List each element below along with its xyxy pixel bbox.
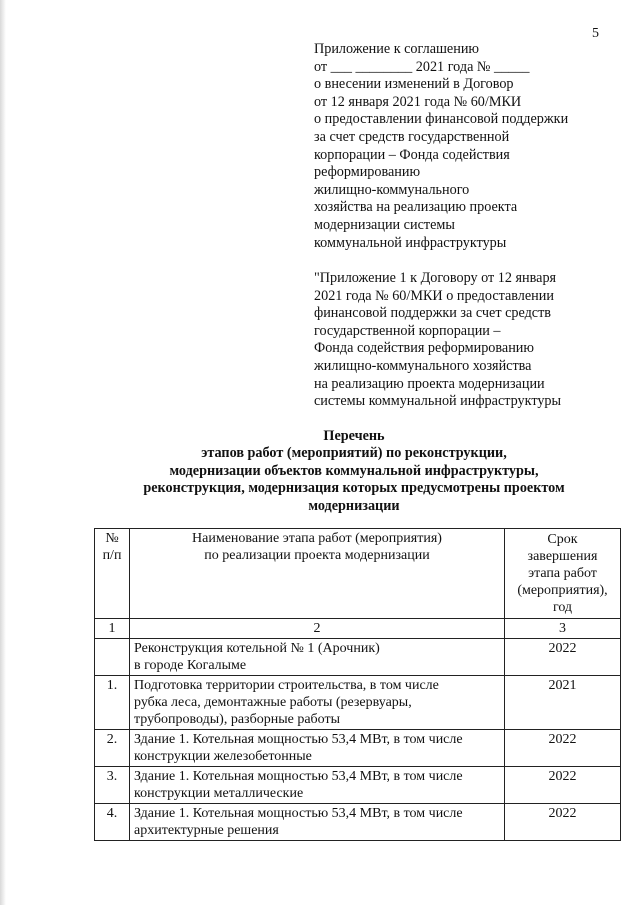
row-year: 2022: [505, 767, 621, 804]
header-num: № п/п: [95, 529, 130, 619]
title-line: модернизации объектов коммунальной инфраструктуры,: [169, 462, 539, 479]
quoted-annex-line: на реализацию проекта модернизации: [314, 375, 545, 392]
row-year: 2021: [505, 676, 621, 730]
header-term: Срок завершения этапа работ (мероприятия), год: [505, 529, 621, 619]
quoted-annex: [314, 270, 614, 411]
annex-line: от ___ ________ 2021 года № _____: [314, 58, 530, 75]
annex-line: реформированию: [314, 164, 421, 181]
row-name: Здание 1. Котельная мощностью 53,4 МВт, в том числе конструкции железобетонные: [130, 730, 505, 767]
quoted-annex-line: системы коммунальной инфраструктуры: [314, 393, 562, 410]
quoted-annex-line: 2021 года № 60/МКИ о предоставлении: [314, 287, 554, 304]
scan-edge: [0, 0, 6, 905]
column-index: 1: [95, 619, 130, 639]
table-row: [95, 639, 621, 676]
title-line: этапов работ (мероприятий) по реконструкции,: [201, 445, 507, 462]
row-year: 2022: [505, 639, 621, 676]
annex-line: от 12 января 2021 года № 60/МКИ: [314, 93, 522, 110]
row-name: Подготовка территории строительства, в том числе рубка леса, демонтажные работы (резервуары, трубопроводы), разборные работы: [130, 676, 505, 730]
annex-line: корпорации – Фонда содействия: [314, 146, 510, 163]
column-index: 3: [505, 619, 621, 639]
table-header-row: [95, 529, 621, 619]
stages-table: [94, 528, 621, 841]
column-index-row: [95, 619, 621, 639]
annex-line: хозяйства на реализацию проекта: [314, 199, 518, 216]
row-number: 4.: [95, 804, 130, 841]
annex-line: модернизации системы: [314, 216, 455, 233]
table-row: [95, 767, 621, 804]
row-number: 3.: [95, 767, 130, 804]
annex-line: жилищно-коммунального: [314, 181, 470, 198]
row-year: 2022: [505, 804, 621, 841]
quoted-annex-line: "Приложение 1 к Договору от 12 января: [314, 270, 557, 286]
annex-line: коммунальной инфраструктуры: [314, 234, 507, 251]
annex-line: за счет средств государственной: [314, 128, 510, 145]
table-row: [95, 676, 621, 730]
row-name: Здание 1. Котельная мощностью 53,4 МВт, в том числе архитектурные решения: [130, 804, 505, 841]
title-line: модернизации: [308, 497, 400, 514]
title-line: Перечень: [323, 428, 385, 444]
annex-line: Приложение к соглашению: [314, 41, 480, 57]
row-name: Здание 1. Котельная мощностью 53,4 МВт, в том числе конструкции металлические: [130, 767, 505, 804]
header-name: Наименование этапа работ (мероприятия) по реализации проекта модернизации: [130, 529, 505, 619]
title-line: реконструкция, модернизация которых предусмотрены проектом: [143, 480, 565, 497]
table-row: [95, 804, 621, 841]
row-name: Реконструкция котельной № 1 (Арочник) в городе Когалыме: [130, 639, 505, 676]
quoted-annex-line: жилищно-коммунального хозяйства: [314, 357, 532, 374]
quoted-annex-line: государственной корпорации –: [314, 322, 501, 339]
row-number: [95, 639, 130, 676]
row-number: 2.: [95, 730, 130, 767]
page-number: 5: [592, 26, 599, 41]
quoted-annex-line: Фонда содействия реформированию: [314, 340, 534, 357]
table-row: [95, 730, 621, 767]
row-number: 1.: [95, 676, 130, 730]
quoted-annex-line: финансовой поддержки за счет средств: [314, 305, 551, 322]
annex-header: [314, 41, 614, 252]
annex-line: о предоставлении финансовой поддержки: [314, 111, 569, 128]
annex-line: о внесении изменений в Договор: [314, 76, 514, 93]
row-year: 2022: [505, 730, 621, 767]
document-title: [86, 428, 622, 515]
column-index: 2: [130, 619, 505, 639]
